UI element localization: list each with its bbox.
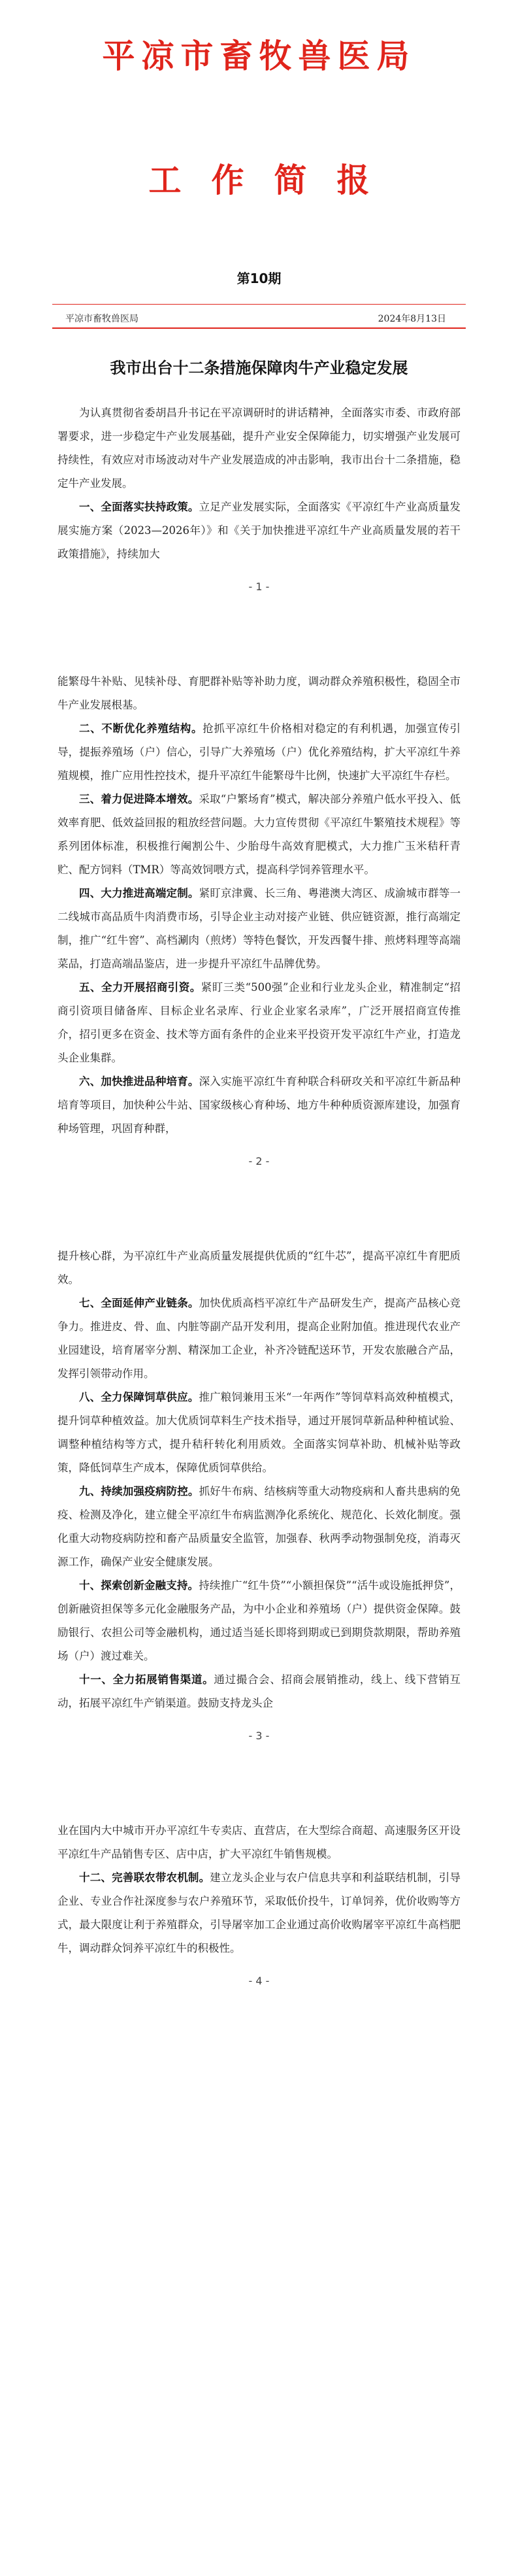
measure-heading: 二、不断优化养殖结构。 — [79, 722, 203, 735]
page-break — [0, 593, 518, 670]
red-rule-thin — [52, 304, 466, 305]
masthead — [0, 0, 518, 287]
paragraph-text: 立足产业发展实际，全面落实《平凉红牛产业高质量发展实施方案（2023—2026年）》和《关于加快推进平凉红牛产业高质量发展的若干政策措施》，持续加大 — [57, 501, 461, 560]
page-block — [0, 670, 518, 1245]
page-number: - 2 - — [248, 1155, 270, 1167]
issuer-date-row — [52, 304, 466, 329]
measure-heading: 九、持续加强疫病防控。 — [79, 1485, 199, 1497]
body-paragraph — [0, 882, 518, 976]
paragraph-text: 深入实施平凉红牛育种联合科研攻关和平凉红牛新品种培育等项目，加快种公牛站、国家级核心育种场、地方牛种种质资源库建设，加强育种场管理，巩固育种群， — [57, 1075, 461, 1135]
page-break — [0, 1167, 518, 1245]
body-paragraph — [0, 495, 518, 566]
paragraph-text: 推广粮饲兼用玉米“一年两作”等饲草料高效种植模式，提升饲草种植效益。加大优质饲草料生产技术指导，通过开展饲草新品种种植试验、调整种植结构等方式，提升秸秆转化利用质效。全面落实饲草补助、机械补贴等政策，降低饲草生产成本，保障优质饲草供给。 — [57, 1391, 461, 1474]
paragraph-text: 提升核心群，为平凉红牛产业高质量发展提供优质的“红牛芯”，提高平凉红牛育肥质效。 — [57, 1250, 461, 1286]
paragraph-text: 建立龙头企业与农户信息共享和利益联结机制，引导企业、专业合作社深度参与农户养殖环节，采取低价投牛，订单饲养，优价收购等方式，最大限度让利于养殖群众，引导屠宰加工企业通过高价收购屠宰平凉红牛高档肥牛，调动群众饲养平凉红牛的积极性。 — [57, 1871, 461, 1954]
body-paragraph — [0, 1480, 518, 1574]
paragraph-text: 采取“户繁场育”模式，解决部分养殖户低水平投入、低效率育肥、低效益回报的粗放经营问题。大力宣传贯彻《平凉红牛繁殖技术规程》等系列团体标准，积极推行阉割公牛、少胎母牛高效育肥模式，大力推广玉米秸秆青贮、配方饲料（TMR）等高效饲喂方式，提高科学饲养管理水平。 — [57, 793, 461, 876]
page-block — [0, 401, 518, 670]
paragraph-text: 持续推广“红牛贷”“小额担保贷”“活牛或设施抵押贷”，创新融资担保等多元化金融服务产品，为中小企业和养殖场（户）提供资金保障。鼓励银行、农担公司等金融机构，通过适当延长即将到期或已到期贷款期限，帮助养殖场（户）渡过难关。 — [57, 1579, 461, 1662]
page-block — [0, 1819, 518, 1987]
body-paragraph — [0, 1245, 518, 1292]
body-paragraph — [0, 1070, 518, 1141]
paragraph-text: 加快优质高档平凉红牛产品研发生产，提高产品核心竞争力。推进皮、骨、血、内脏等副产品开发利用，提高企业附加值。推进现代农业产业园建设，培育屠宰分割、精深加工企业，补齐冷链配送环节，开发农旅融合产品，发挥引领带动作用。 — [57, 1297, 461, 1380]
measure-heading: 八、全力保障饲草供应。 — [79, 1391, 199, 1403]
bulletin-title: 工作简报 — [148, 161, 400, 199]
measure-heading: 七、全面延伸产业链条。 — [79, 1297, 199, 1309]
body-paragraph — [0, 1292, 518, 1386]
body-paragraph — [0, 1668, 518, 1715]
measure-heading: 五、全力开展招商引资。 — [79, 981, 201, 994]
body-paragraph — [0, 670, 518, 717]
body-paragraph — [0, 1819, 518, 1866]
body-paragraph — [0, 1386, 518, 1480]
measure-heading: 十、探索创新金融支持。 — [79, 1579, 199, 1592]
paragraph-text: 为认真贯彻省委胡昌升书记在平凉调研时的讲话精神，全面落实市委、市政府部署要求，进一步稳定牛产业发展基础，提升产业安全保障能力，切实增强产业发展可持续性，有效应对市场波动对牛产业发展造成的冲击影响，我市出台十二条措施，稳定牛产业发展。 — [57, 407, 461, 490]
issue-date: 2024年8月13日 — [378, 314, 446, 324]
measure-heading: 十二、完善联农带农机制。 — [79, 1871, 210, 1884]
measure-heading: 六、加快推进品种培育。 — [79, 1075, 199, 1088]
body-paragraph — [0, 1866, 518, 1960]
body-paragraph — [0, 1574, 518, 1668]
paragraph-text: 通过撮合会、招商会展销推动，线上、线下营销互动，拓展平凉红牛产销渠道。鼓励支持龙头企 — [57, 1673, 461, 1709]
measure-heading: 十一、全力拓展销售渠道。 — [79, 1673, 214, 1686]
body-paragraph — [0, 976, 518, 1070]
org-title: 平凉市畜牧兽医局 — [102, 37, 416, 75]
page-number: - 3 - — [248, 1730, 270, 1742]
paragraph-text: 紧盯京津冀、长三角、粤港澳大湾区、成渝城市群等一二线城市高品质牛肉消费市场，引导企业主动对接产业链、供应链资源，推行高端定制，推广“红牛窖”、高档涮肉（煎烤）等特色餐饮，开发西餐牛排、煎烤料理等高端菜品，打造高端品鉴店，进一步提升平凉红牛品牌优势。 — [57, 887, 461, 970]
paragraph-text: 能繁母牛补贴、见犊补母、育肥群补贴等补助力度，调动群众养殖积极性，稳固全市牛产业发展根基。 — [57, 675, 461, 711]
issue-number: 第10期 — [236, 271, 282, 286]
body-paragraph — [0, 788, 518, 882]
body-paragraph — [0, 401, 518, 495]
paragraph-text: 业在国内大中城市开办平凉红牛专卖店、直营店，在大型综合商超、高速服务区开设平凉红牛产品销售专区、店中店，扩大平凉红牛销售规模。 — [57, 1824, 461, 1860]
paragraph-text: 紧盯三类“500强”企业和行业龙头企业，精准制定“招商引资项目储备库、目标企业名录库、行业企业家名录库”，广泛开展招商宣传推介，招引更多在资金、技术等方面有条件的企业来平投资开发平凉红牛产业，打造龙头企业集群。 — [57, 981, 461, 1064]
issuer-label: 平凉市畜牧兽医局 — [65, 314, 138, 324]
article-title: 我市出台十二条措施保障肉牛产业稳定发展 — [110, 358, 408, 377]
measure-heading: 一、全面落实扶持政策。 — [79, 501, 199, 513]
paragraph-text: 抢抓平凉红牛价格相对稳定的有利机遇，加强宣传引导，提振养殖场（户）信心，引导广大养殖场（户）优化养殖结构，扩大平凉红牛养殖规模，推广应用性控技术，提升平凉红牛能繁母牛比例，快速扩大平凉红牛存栏。 — [57, 722, 461, 782]
body-paragraph — [0, 717, 518, 788]
red-rule-thick — [52, 327, 466, 329]
measure-heading: 四、大力推进高端定制。 — [79, 887, 199, 899]
page-number: - 4 - — [248, 1975, 270, 1987]
page-break — [0, 1742, 518, 1819]
paragraph-text: 抓好牛布病、结核病等重大动物疫病和人畜共患病的免疫、检测及净化，建立健全平凉红牛布病监测净化系统化、规范化、长效化制度。强化重大动物疫病防控和畜产品质量安全监管，加强春、秋两季动物强制免疫，消毒灭源工作，确保产业安全健康发展。 — [57, 1485, 461, 1568]
page-number: - 1 - — [248, 580, 270, 593]
page-block — [0, 1245, 518, 1819]
page-flow — [0, 401, 518, 1987]
measure-heading: 三、着力促进降本增效。 — [79, 793, 199, 805]
